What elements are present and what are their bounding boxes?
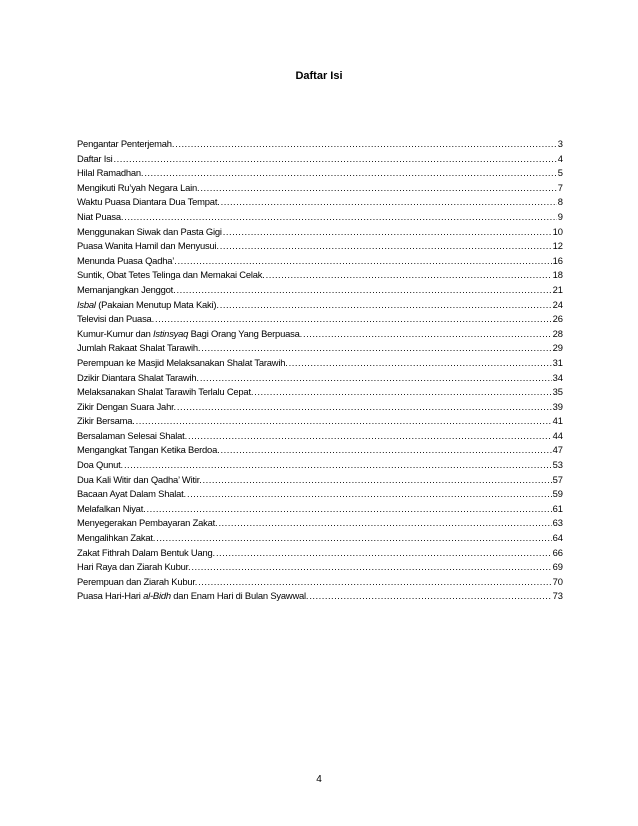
toc-entry[interactable] <box>77 386 563 401</box>
toc-entry-page: 35 <box>552 386 563 398</box>
toc-entry-title-text: Bacaan Ayat Dalam Shalat. <box>77 488 186 500</box>
toc-entry[interactable] <box>77 226 563 241</box>
toc-entry-title <box>77 474 202 485</box>
toc-entry-page: 44 <box>552 429 563 441</box>
toc-entry-page: 61 <box>552 502 563 514</box>
toc-entry-page: 12 <box>552 240 563 252</box>
toc-entry-page: 34 <box>552 371 563 383</box>
toc-entry-title-text: Kumur-Kumur dan <box>77 327 153 339</box>
toc-entry-title-text: Zakat Fithrah Dalam Bentuk Uang. <box>77 546 215 558</box>
toc-entry-page: 63 <box>552 517 563 529</box>
toc-entry-title <box>77 240 219 251</box>
toc-entry-title <box>77 503 146 514</box>
toc-leader-dots <box>124 211 557 222</box>
toc-entry-title <box>77 444 220 455</box>
toc-entry-title-italic: Isbal <box>77 298 96 310</box>
toc-entry-title-text: Melafalkan Niyat. <box>77 502 146 514</box>
toc-entry-page: 31 <box>552 356 563 368</box>
toc-entry-page: 9 <box>557 210 563 222</box>
toc-entry-title-text: Mengikuti Ru’yah Negara Lain. <box>77 181 200 193</box>
toc-entry-page: 5 <box>557 167 563 179</box>
toc-entry-title-text: Hari Raya dan Ziarah Kubur. <box>77 561 191 573</box>
toc-entry-title <box>77 561 190 572</box>
toc-leader-dots <box>200 182 556 193</box>
toc-entry-title-text: Puasa Hari-Hari <box>77 590 144 602</box>
toc-leader-dots <box>198 576 551 587</box>
toc-entry-page: 24 <box>552 298 563 310</box>
toc-entry[interactable] <box>77 459 563 474</box>
toc-leader-dots <box>136 415 552 426</box>
toc-entry-title <box>77 386 253 397</box>
toc-entry[interactable] <box>77 590 563 605</box>
toc-entry[interactable] <box>77 532 563 547</box>
page-number: 4 <box>316 774 322 785</box>
toc-entry[interactable] <box>77 196 563 211</box>
toc-leader-dots <box>147 503 552 514</box>
toc-entry[interactable] <box>77 517 563 532</box>
toc-entry-page: 29 <box>552 342 563 354</box>
toc-entry-page: 70 <box>552 575 563 587</box>
toc-entry-page: 69 <box>552 561 563 573</box>
toc-leader-dots <box>175 138 557 149</box>
toc-entry-page: 64 <box>552 532 563 544</box>
toc-leader-dots <box>223 226 552 237</box>
toc-leader-dots <box>176 284 551 295</box>
toc-leader-dots <box>201 342 551 353</box>
toc-entry[interactable] <box>77 328 563 343</box>
toc-entry[interactable] <box>77 474 563 489</box>
toc-entry-title <box>77 488 186 499</box>
toc-entry-title-text: Perempuan ke Masjid Melaksanakan Shalat Tarawih. <box>77 356 288 368</box>
toc-entry-title <box>77 153 113 164</box>
toc-leader-dots <box>200 372 552 383</box>
toc-entry-title <box>77 517 217 528</box>
toc-entry-title <box>77 576 197 587</box>
toc-entry-title-text: Jumlah Rakaat Shalat Tarawih. <box>77 342 201 354</box>
toc-entry-page: 73 <box>552 590 563 602</box>
toc-entry[interactable] <box>77 211 563 226</box>
toc-entry-page: 26 <box>552 313 563 325</box>
toc-entry-title <box>77 430 187 441</box>
toc-entry-title <box>77 299 219 310</box>
toc-entry-title <box>77 284 175 295</box>
toc-entry[interactable] <box>77 401 563 416</box>
toc-entry-title-text: Suntik, Obat Tetes Telinga dan Memakai Celak. <box>77 269 265 281</box>
toc-entry-title-text: Menunda Puasa Qadha’. <box>77 254 177 266</box>
toc-entry-page: 53 <box>552 459 563 471</box>
toc-entry-title-text: Dua Kali Witir dan Qadha’ Witir. <box>77 473 202 485</box>
toc-entry[interactable] <box>77 430 563 445</box>
toc-entry-title-text: Menyegerakan Pembayaran Zakat. <box>77 517 218 529</box>
toc-entry[interactable] <box>77 138 563 153</box>
toc-entry-title-text: Bagi Orang Yang Berpuasa. <box>188 327 303 339</box>
toc-entry[interactable] <box>77 153 563 168</box>
toc-entry-title <box>77 255 177 266</box>
toc-entry-page: 10 <box>552 225 563 237</box>
toc-entry[interactable] <box>77 372 563 387</box>
toc-leader-dots <box>266 269 552 280</box>
toc-entry-title-text: Puasa Wanita Hamil dan Menyusui. <box>77 240 219 252</box>
toc-entry-title-text: Memanjangkan Jenggot. <box>77 283 176 295</box>
toc-entry[interactable] <box>77 576 563 591</box>
toc-entry-page: 21 <box>552 283 563 295</box>
toc-entry-title <box>77 211 123 222</box>
toc-entry[interactable] <box>77 240 563 255</box>
toc-entry-page: 16 <box>552 254 563 266</box>
toc-entry-title <box>77 372 199 383</box>
toc-entry-title-text: Doa Qunut. <box>77 459 123 471</box>
toc-entry-title-text: Niat Puasa. <box>77 210 124 222</box>
toc-entry-page: 59 <box>552 488 563 500</box>
toc-entry-title <box>77 532 155 543</box>
toc-leader-dots <box>303 328 552 339</box>
toc-entry-title <box>77 138 174 149</box>
toc-entry-title-text: Perempuan dan Ziarah Kubur. <box>77 575 198 587</box>
toc-entry-title <box>77 415 135 426</box>
toc-entry-title-text: Zikir Bersama. <box>77 415 135 427</box>
toc-leader-dots <box>220 299 552 310</box>
toc-leader-dots <box>187 488 552 499</box>
toc-entry[interactable] <box>77 342 563 357</box>
toc-entry-title <box>77 182 199 193</box>
toc-entry[interactable] <box>77 415 563 430</box>
toc-leader-dots <box>220 240 552 251</box>
toc-entry-title <box>77 226 222 237</box>
table-of-contents <box>77 138 563 605</box>
toc-entry-title-text: Menggunakan Siwak dan Pasta Gigi <box>77 225 222 237</box>
toc-entry-title-text: Waktu Puasa Diantara Dua Tempat. <box>77 196 220 208</box>
toc-entry-title <box>77 328 302 339</box>
toc-leader-dots <box>178 255 552 266</box>
toc-entry-page: 39 <box>552 400 563 412</box>
toc-entry[interactable] <box>77 182 563 197</box>
toc-leader-dots <box>254 386 551 397</box>
toc-entry-page: 8 <box>557 196 563 208</box>
toc-entry-page: 18 <box>552 269 563 281</box>
toc-leader-dots <box>124 459 552 470</box>
toc-leader-dots <box>289 357 552 368</box>
toc-entry-title <box>77 313 154 324</box>
toc-entry[interactable] <box>77 547 563 562</box>
page-title: Daftar Isi <box>295 70 343 82</box>
toc-entry-title <box>77 401 176 412</box>
toc-entry-page: 28 <box>552 327 563 339</box>
toc-leader-dots <box>191 561 551 572</box>
toc-entry[interactable] <box>77 299 563 314</box>
toc-entry-title-text: Mengalihkan Zakat. <box>77 532 156 544</box>
toc-entry[interactable] <box>77 503 563 518</box>
toc-leader-dots <box>216 547 552 558</box>
toc-entry-title-text: Pengantar Penterjemah. <box>77 138 175 149</box>
toc-leader-dots <box>144 167 556 178</box>
toc-entry-title-text: Mengangkat Tangan Ketika Berdoa. <box>77 444 220 456</box>
toc-entry[interactable] <box>77 269 563 284</box>
toc-entry-title-text: Hilal Ramadhan. <box>77 167 144 179</box>
toc-entry-title <box>77 167 143 178</box>
toc-entry[interactable] <box>77 444 563 459</box>
toc-entry-title-italic: Istinsyaq <box>153 327 189 339</box>
toc-leader-dots <box>203 474 552 485</box>
toc-entry-title <box>77 547 215 558</box>
toc-entry-title-text: Zikir Dengan Suara Jahr. <box>77 400 176 412</box>
toc-entry-title-text: Daftar Isi <box>77 152 113 164</box>
toc-entry[interactable] <box>77 561 563 576</box>
toc-entry-title <box>77 269 265 280</box>
toc-leader-dots <box>221 196 557 207</box>
toc-entry[interactable] <box>77 357 563 372</box>
toc-leader-dots <box>177 401 552 412</box>
toc-leader-dots <box>114 153 557 164</box>
toc-entry-page: 66 <box>552 546 563 558</box>
toc-entry[interactable] <box>77 167 563 182</box>
toc-entry-page: 3 <box>557 138 563 149</box>
toc-entry-title-text: dan Enam Hari di Bulan Syawwal. <box>170 590 309 602</box>
toc-entry-title <box>77 342 200 353</box>
toc-entry-title <box>77 196 220 207</box>
toc-leader-dots <box>156 532 551 543</box>
toc-entry-page: 47 <box>552 444 563 456</box>
toc-entry-title <box>77 590 308 601</box>
toc-entry[interactable] <box>77 488 563 503</box>
toc-entry-title-text: Dzikir Diantara Shalat Tarawih. <box>77 371 199 383</box>
toc-entry-page: 4 <box>557 152 563 164</box>
toc-entry-title <box>77 459 123 470</box>
toc-entry-title-text: Melaksanakan Shalat Tarawih Terlalu Cepat. <box>77 386 254 398</box>
toc-leader-dots <box>309 590 551 601</box>
toc-entry-page: 57 <box>552 473 563 485</box>
toc-entry-page: 7 <box>557 181 563 193</box>
toc-leader-dots <box>155 313 552 324</box>
toc-entry[interactable] <box>77 255 563 270</box>
toc-entry-title <box>77 357 288 368</box>
toc-entry-page: 41 <box>552 415 563 427</box>
toc-entry-title-italic: al-Bidh <box>143 590 171 602</box>
toc-entry-title-text: Televisi dan Puasa. <box>77 313 154 325</box>
toc-entry[interactable] <box>77 284 563 299</box>
toc-entry-title-text: Bersalaman Selesai Shalat. <box>77 429 187 441</box>
toc-entry[interactable] <box>77 313 563 328</box>
toc-leader-dots <box>188 430 552 441</box>
toc-leader-dots <box>218 517 551 528</box>
toc-leader-dots <box>221 444 552 455</box>
toc-entry-title-text: (Pakaian Menutup Mata Kaki). <box>95 298 219 310</box>
